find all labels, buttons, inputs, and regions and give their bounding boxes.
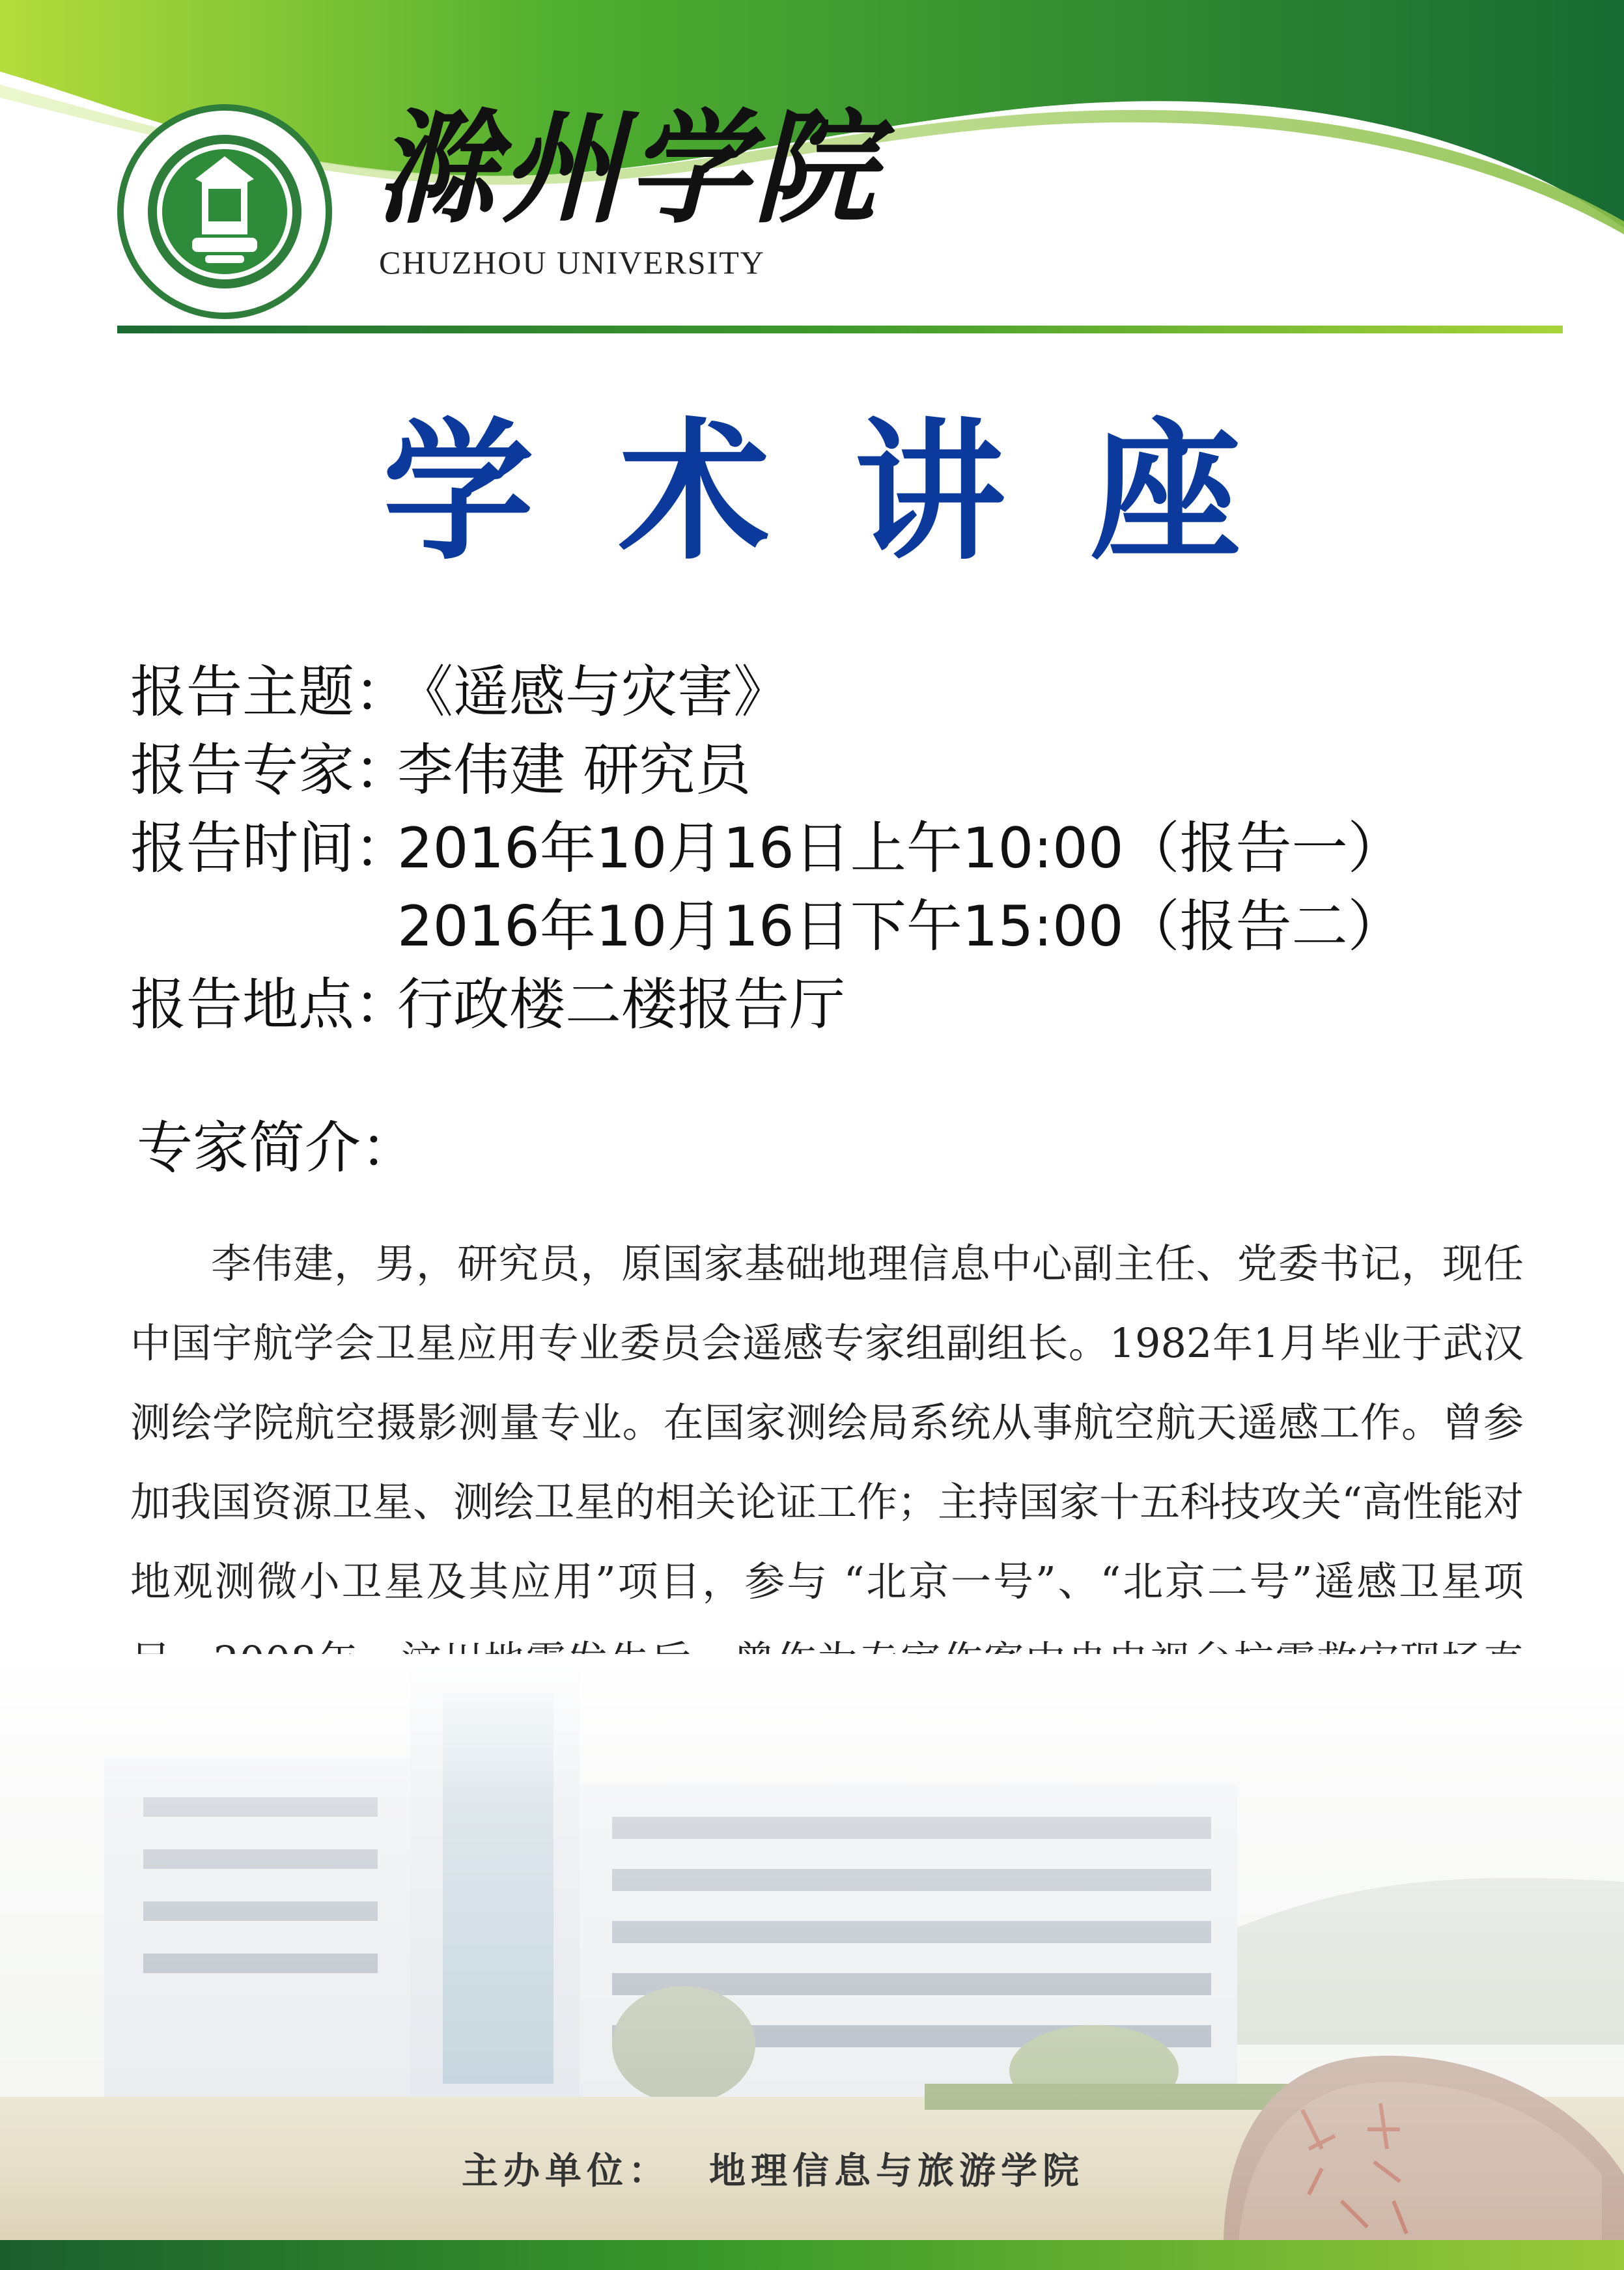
footer-bar [0,2240,1624,2270]
time-value-2: 2016年10月16日下午15:00（报告二） [397,894,1404,959]
bio-heading: 专家简介： [137,1115,417,1181]
bio-paragraph: 李伟建，男，研究员，原国家基础地理信息中心副主任、党委书记，现任中国宇航学会卫星应用专业委员会遥感专家组副组长。1982年1月毕业于武汉测绘学院航空摄影测量专业。在国家测绘局系统从事航空航天遥感工作。曾参加我国资源卫星、测绘卫星的相关论证工作；主持国家十五科技攻关“高性能对地观测微小卫星及其应用”项目，参与 “北京一号”、“北京二号”遥感卫星项 [130,1240,1524,1605]
info-row-time-2 [397,894,1404,959]
university-seal-logo [117,104,332,319]
organizer-value: 地理信息与旅游学院 [709,2150,1084,2193]
info-row-topic [130,660,789,725]
poster-title: 学术讲座 [382,404,1326,580]
organizer-line [0,2142,1624,2194]
time-value-1: 2016年10月16日上午10:00（报告一） [397,816,1404,881]
expert-value: 李伟建 研究员 [397,738,751,803]
info-row-expert [130,738,751,803]
organizer-label: 主办单位： [462,2150,670,2193]
school-name-english: CHUZHOU UNIVERSITY [379,244,765,281]
topic-value: 《遥感与灾害》 [397,660,789,725]
school-name-chinese: 滁州学院 [374,96,880,240]
topic-label: 报告主题： [130,660,410,725]
expert-label: 报告专家： [130,738,410,803]
time-label: 报告时间： [130,816,410,881]
info-row-time [130,816,1404,881]
venue-value: 行政楼二楼报告厅 [397,972,845,1037]
header-divider [117,326,1563,333]
info-row-venue [130,972,845,1037]
venue-label: 报告地点： [130,972,410,1037]
